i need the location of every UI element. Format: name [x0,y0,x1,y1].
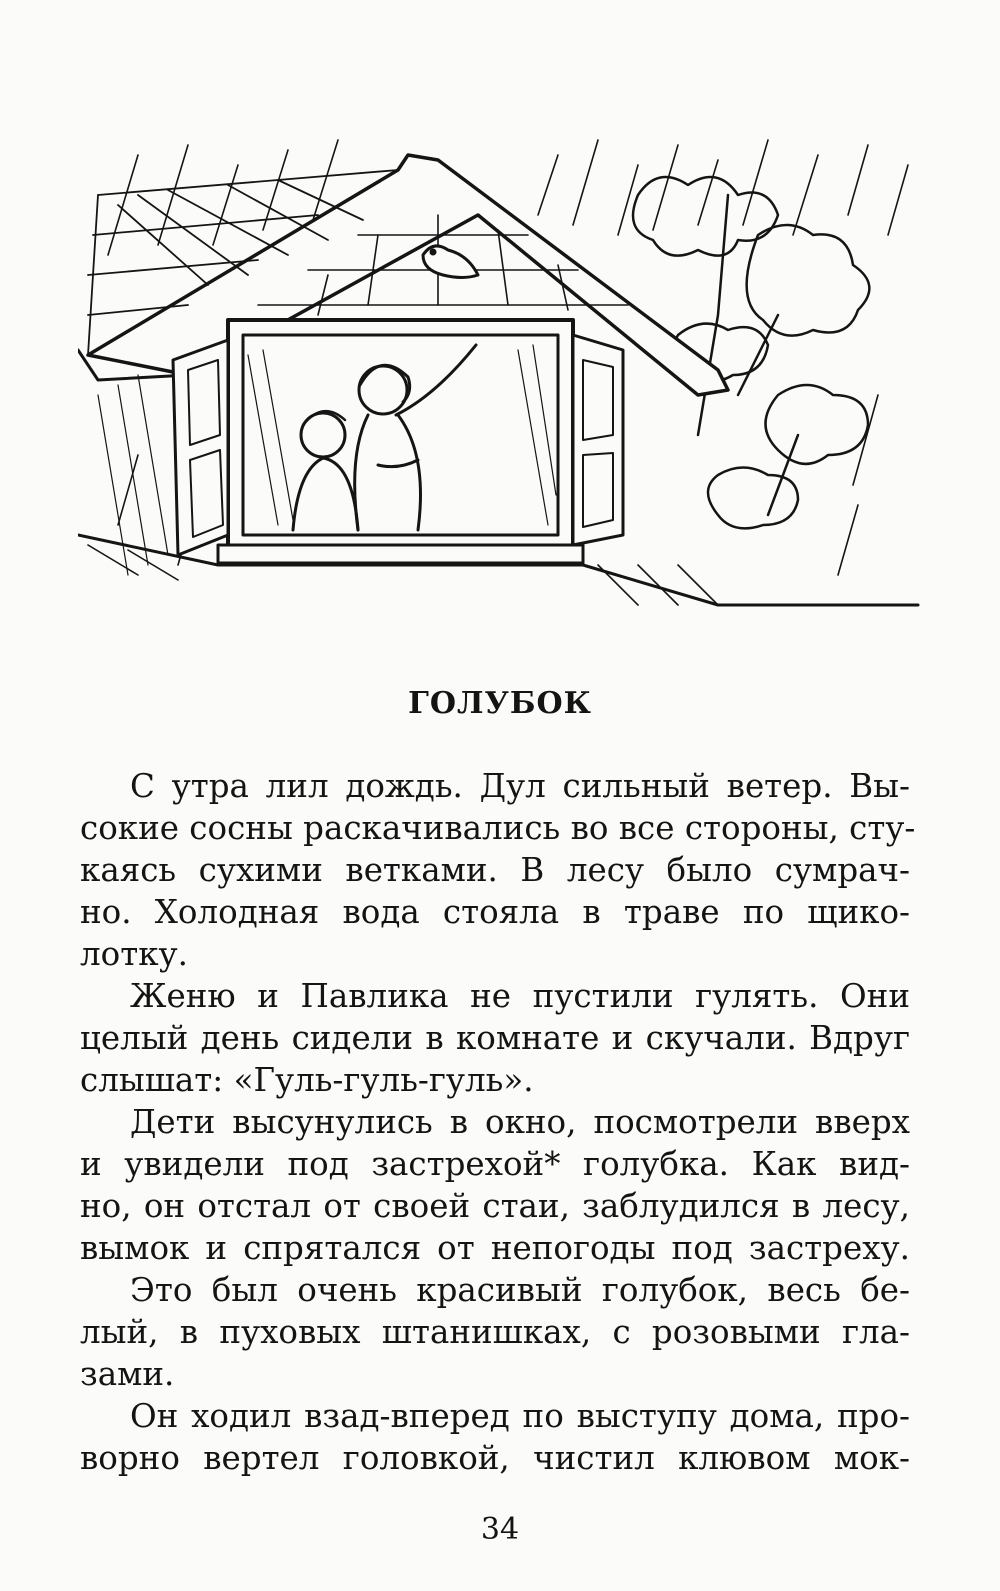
story-title: ГОЛУБОК [408,686,592,721]
text-line: но, он отстал от своей стаи, заблудился в лесу, [80,1187,910,1225]
text-line: слышат: «Гуль-гуль-гуль». [80,1061,534,1099]
text-line: С утра лил дождь. Дул сильный ветер. Вы- [130,767,910,805]
text-line: вымок и спрятался от непогоды под застреху. [80,1229,910,1267]
text-line: лотку. [80,935,188,973]
story-illustration [78,135,928,615]
text-line: и увидели под застрехой* голубка. Как вид- [80,1145,910,1183]
text-line: зами. [80,1355,175,1393]
page-number: 34 [480,1512,520,1547]
rainy-house-illustration-icon [78,135,928,615]
text-line: ворно вертел головкой, чистил клювом мок- [80,1439,910,1477]
text-line: Это был очень красивый голубок, весь бе- [130,1271,910,1309]
text-line: Женю и Павлика не пустили гулять. Они [130,977,910,1015]
text-line: целый день сидели в комнате и скучали. Вдруг [80,1019,910,1057]
text-line: но. Холодная вода стояла в траве по щико- [80,893,910,931]
text-line: каясь сухими ветками. В лесу было сумрач- [80,851,910,889]
text-line: сокие сосны раскачивались во все стороны, сту- [80,809,916,847]
text-line: Дети высунулись в окно, посмотрели вверх [130,1103,910,1141]
text-line: лый, в пуховых штанишках, с розовыми гла- [80,1313,910,1351]
text-line: Он ходил взад-вперед по выступу дома, про- [130,1397,910,1435]
story-text [80,765,916,1479]
